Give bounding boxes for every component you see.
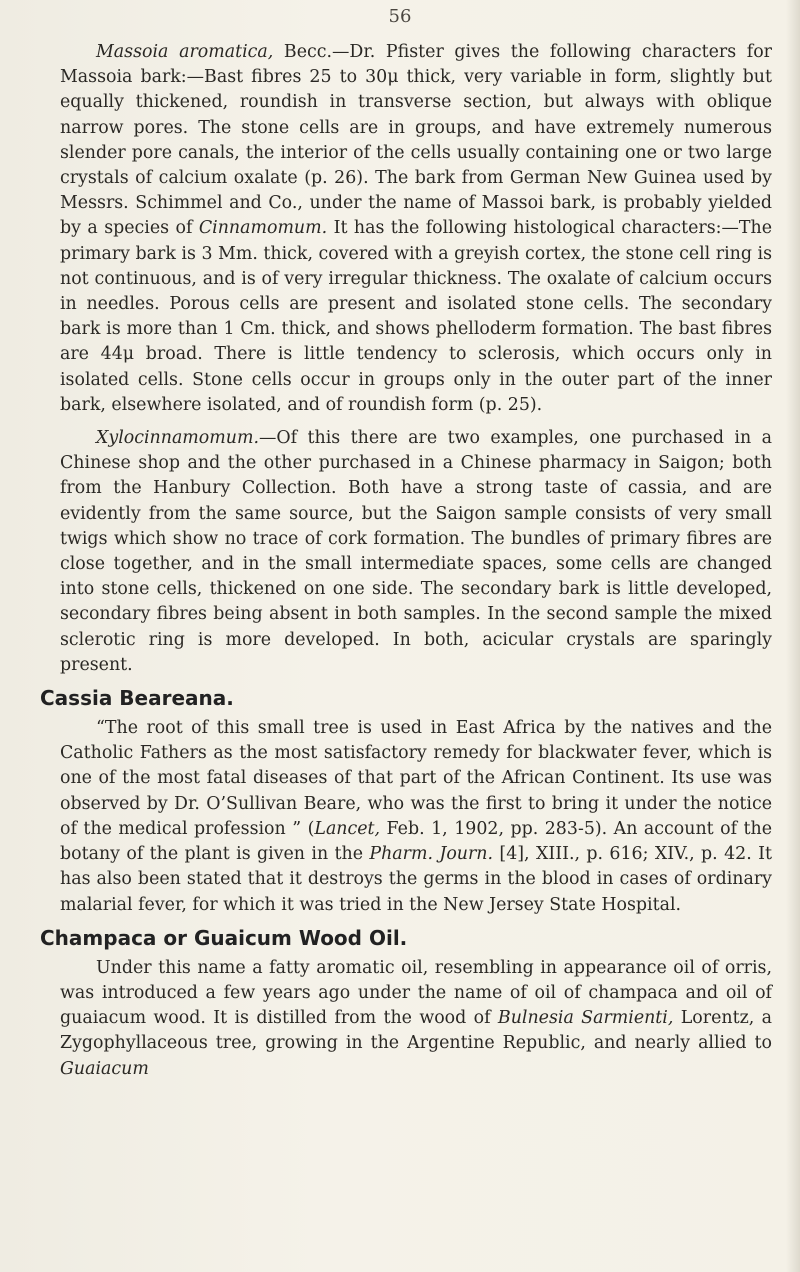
- page-body: [40, 40, 773, 1082]
- page-edge-shadow: [786, 0, 800, 1272]
- term-guaiacum: Guaiacum: [60, 1058, 149, 1079]
- paragraph-massoia-text-a: Becc.—Dr. Pfister gives the following characters for Massoia bark:—Bast fibres 25 to 30μ thick, very variable in form, slightly but equally thickened, roundish in transverse section, but always with oblique narrow pores. The stone cells are in groups, and have extremely numerous slender pore canals, the interior of the cells usually containing one or two large crystals of calcium oxalate (p. 26). The bark from German New Guinea used by Messrs. Schimmel and Co., under the name of Massoi bark, is probably yielded by a species of: [60, 42, 772, 239]
- heading-cassia-beareana: Cassia Beareana.: [40, 686, 234, 711]
- paragraph-massoia-text-b: It has the following histological characters:—The primary bark is 3 Mm. thick, covered with a greyish cortex, the stone cell ring is not continuous, and is of very irregular thickness. The oxalate of calcium occurs in needles. Porous cells are present and isolated stone cells. The secondary bark is more than 1 Cm. thick, and shows phelloderm formation. The bast fibres are 44μ broad. There is little tendency to sclerosis, which occurs only in isolated cells. Stone cells occur in groups only in the outer part of the inner bark, elsewhere isolated, and of roundish form (p. 25).: [60, 218, 772, 415]
- paragraph-champaca-text-a: Under this name a fatty aromatic oil, resembling in appearance oil of orris, was introduced a few years ago under the name of oil of champaca and oil of guaiacum wood. It is distilled from the wood of: [60, 957, 772, 1029]
- term-bulnesia-sarmienti: Bulnesia Sarmienti,: [497, 1008, 674, 1029]
- term-xylocinnamomum: Xylocinnamomum.: [96, 428, 259, 449]
- paragraph-cassia-beareana: [60, 716, 772, 918]
- paragraph-cassia-text-c: [4], XIII., p. 616; XIV., p. 42. It has also been stated that it destroys the germs in the blood in cases of ordinary malarial fever, for which it was tried in the New Jersey State Hospital.: [60, 844, 772, 915]
- paragraph-champaca-text-b: Lorentz, a Zygophyllaceous tree, growing in the Argentine Republic, and nearly allied to: [60, 1008, 772, 1054]
- heading-champaca-oil: Champaca or Guaicum Wood Oil.: [40, 925, 408, 950]
- citation-pharm-journ: Pharm. Journ.: [369, 844, 494, 865]
- paragraph-xylocinnamomum: [60, 426, 772, 678]
- paragraph-massoia: [60, 40, 772, 418]
- paragraph-cassia-text-a: “The root of this small tree is used in East Africa by the natives and the Catholic Fathers as the most satisfactory remedy for blackwater fever, which is one of the most fatal diseases of that part of the African Continent. Its use was observed by Dr. O’Sullivan Beare, who was the first to bring it under the notice of the medical profession ” (: [60, 718, 772, 839]
- page-number: 56: [388, 6, 412, 27]
- paragraph-xylocinnamomum-text: —Of this there are two examples, one purchased in a Chinese shop and the other purchased in a Chinese pharmacy in Saigon; both from the Hanbury Collection. Both have a strong taste of cassia, and are evidently from the same source, but the Saigon sample consists of very small twigs which show no trace of cork formation. The bundles of primary fibres are close together, and in the small intermediate spaces, some cells are changed into stone cells, thickened on one side. The secondary bark is little developed, secondary fibres being absent in both samples. In the second sample the mixed sclerotic ring is more developed. In both, acicular crystals are sparingly present.: [60, 428, 772, 675]
- paragraph-champaca: [60, 956, 772, 1082]
- term-cinnamomum: Cinnamomum.: [198, 218, 328, 239]
- citation-lancet: Lancet,: [314, 818, 381, 839]
- term-massoia-aromatica: Massoia aromatica,: [96, 42, 274, 62]
- paragraph-cassia-text-b: Feb. 1, 1902, pp. 283-5). An account of the botany of the plant is given in the: [60, 818, 773, 865]
